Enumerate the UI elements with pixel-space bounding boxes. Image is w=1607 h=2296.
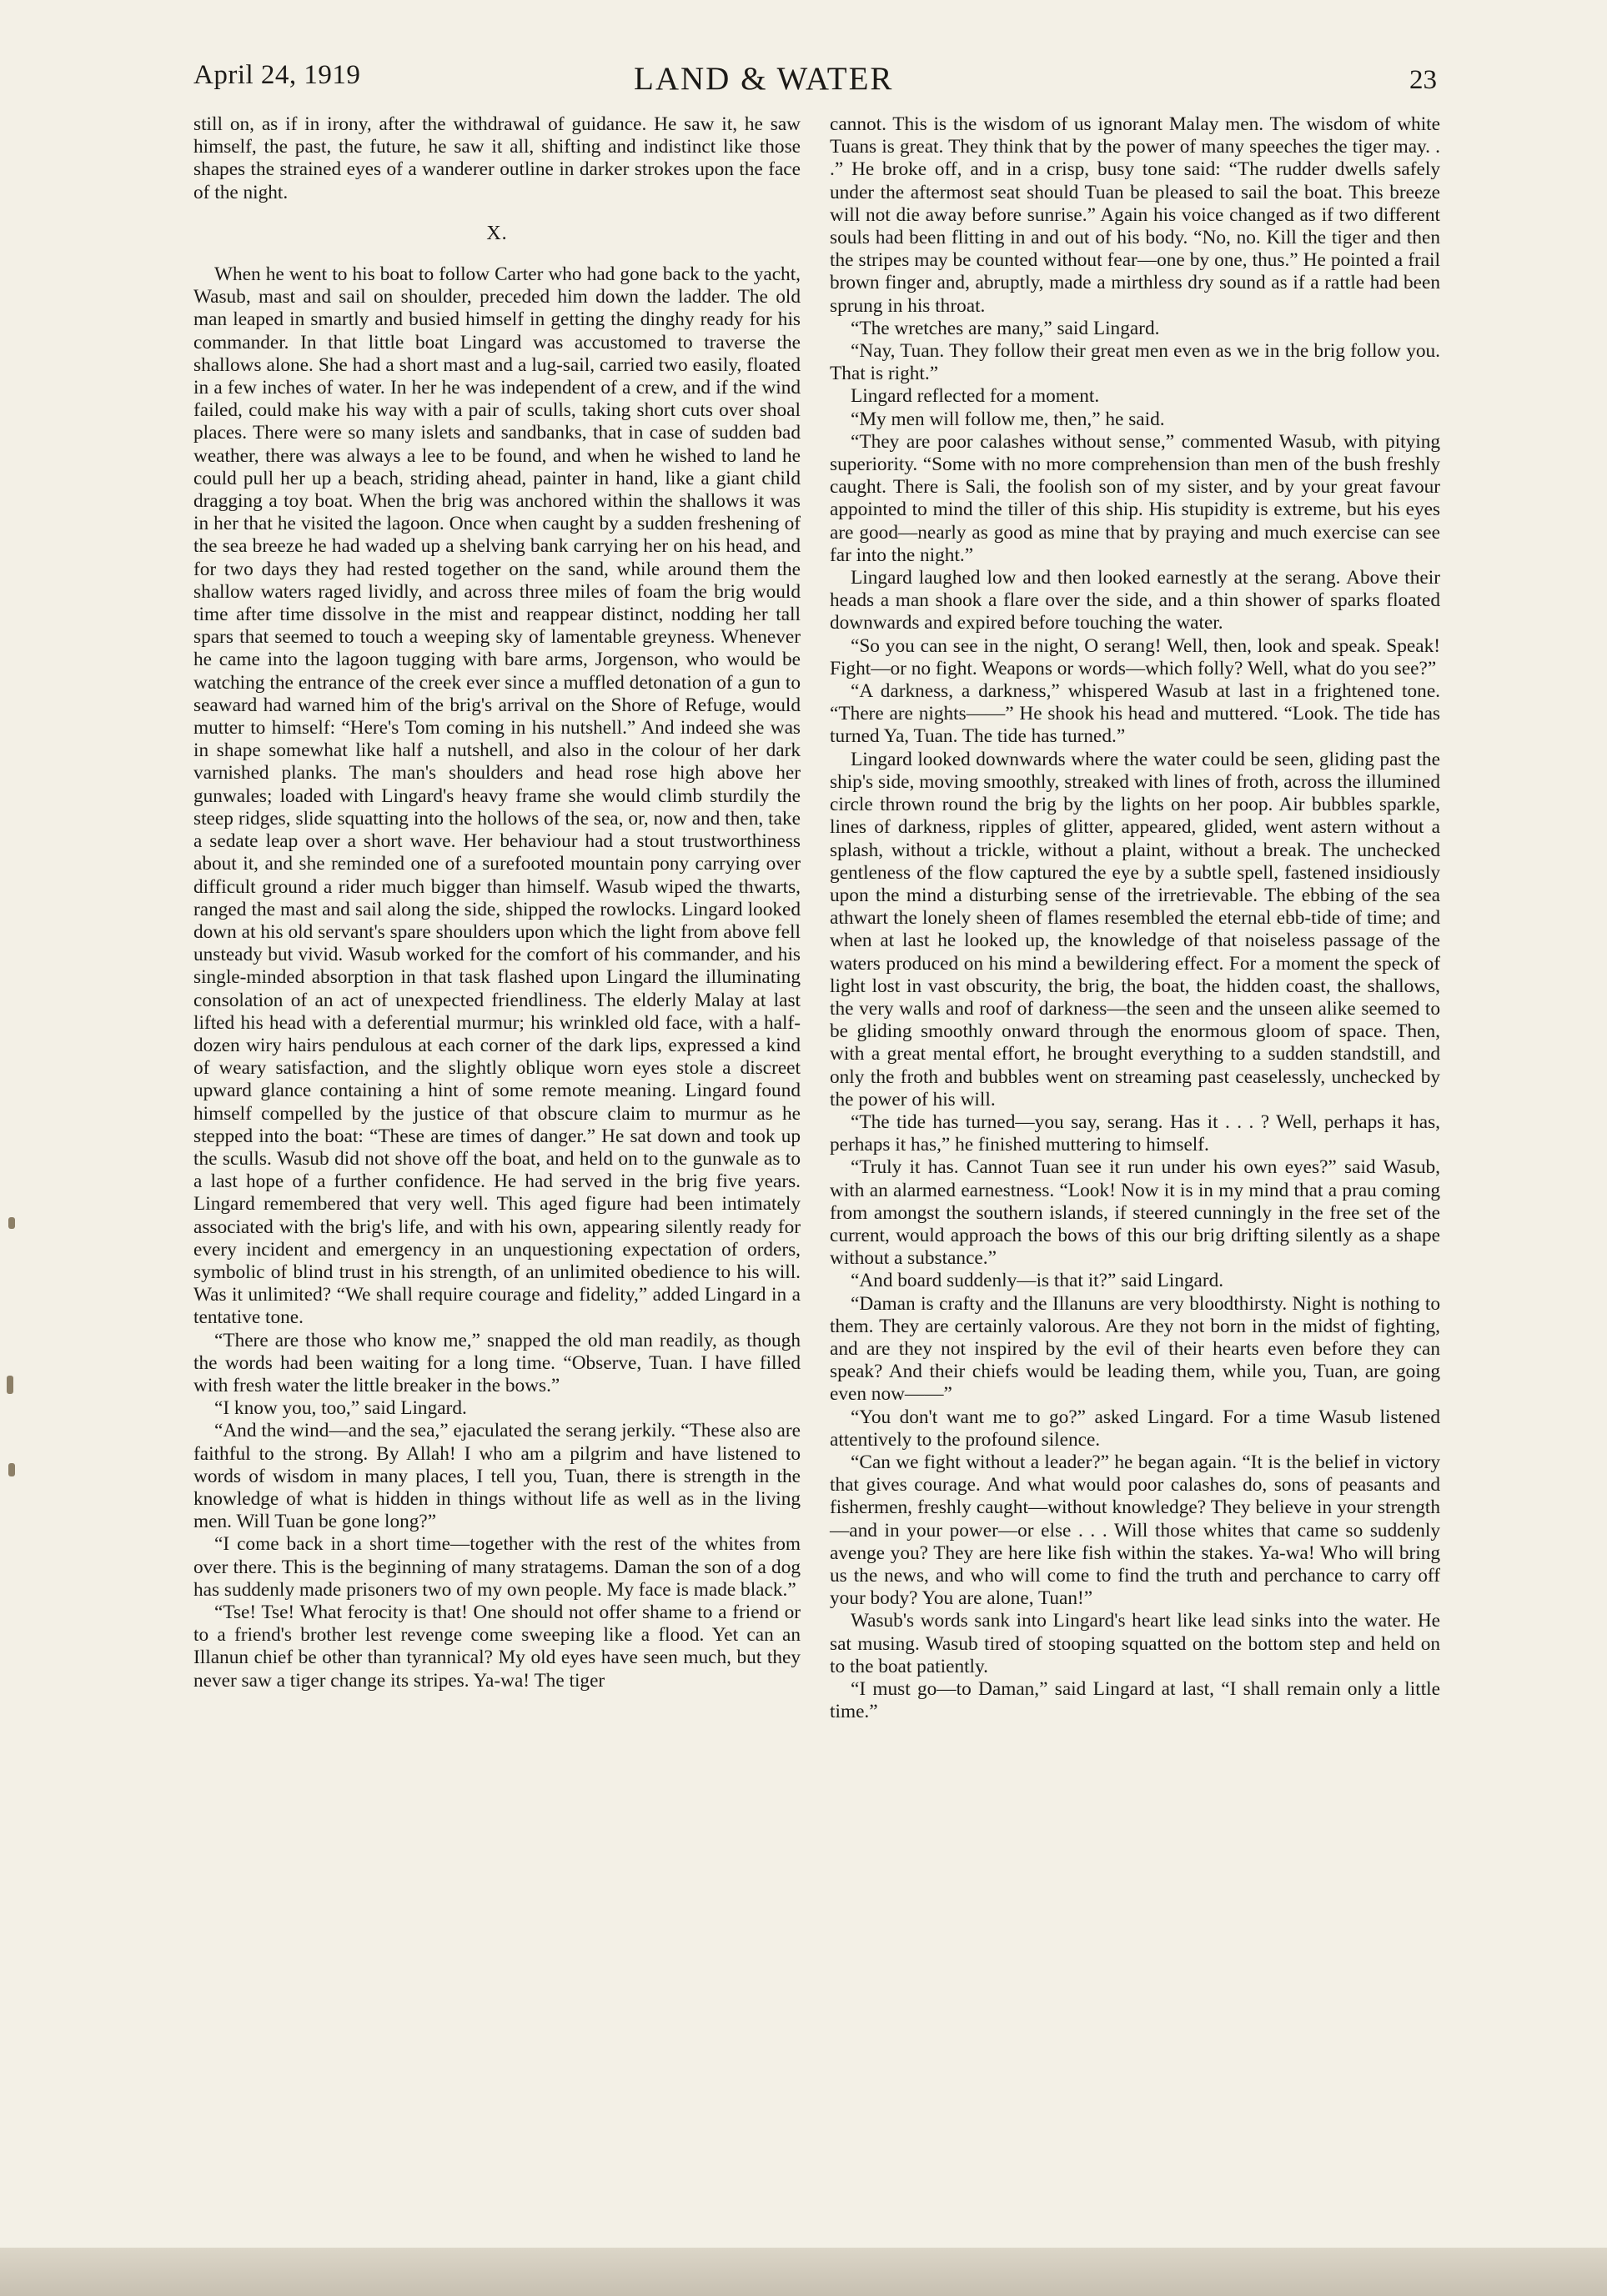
paragraph: “My men will follow me, then,” he said. [851,408,1165,430]
paragraph: “Nay, Tuan. They follow their great men even as we in the brig follow you. That is right.” [830,340,1440,385]
right-column [830,113,1440,1723]
left-column [193,113,801,1692]
paragraph: “I know you, too,” said Lingard. [214,1397,467,1420]
opening-paragraph: still on, as if in irony, after the withdrawal of guidance. He saw it, he saw himself, the past, the future, he saw it all, shifting and indistinct like those shapes the strained eyes of a wanderer outline in darker strokes upon the face of the night. [193,113,801,203]
paragraph: “And the wind—and the sea,” ejaculated the serang jerkily. “These also are faithful to the strong. By Allah! I who am a pilgrim and have listened to words of wisdom in many places, I tell you, Tuan, there is strength in the knowledge of what is hidden in things without life as well as in the living men. Will Tuan be gone long?” [193,1420,801,1533]
paragraph: “Can we fight without a leader?” he began again. “It is the belief in victory that gives courage. And what would poor calashes do, sons of peasants and fishermen, freshly caught—without knowledge? They believe in your strength—and in your power—or else . . . Will those whites that came so suddenly avenge you? They are here like fish within the stakes. Ya-wa! Who will bring us the news, and who will come to find the truth and perchance to carry off your body? You are alone, Tuan!” [830,1451,1440,1610]
paragraph: “Daman is crafty and the Illanuns are very bloodthirsty. Night is nothing to them. They are certainly valorous. Are they not born in the midst of fighting, and are they not inspired by the evil of their hearts even before they can speak? And their chiefs would be leading them, while you, Tuan, are going even now——” [830,1292,1440,1406]
binding-stain [8,1463,15,1476]
paragraph: “There are those who know me,” snapped the old man readily, as though the words had been waiting for a long time. “Observe, Tuan. I have filled with fresh water the little breaker in the bows.” [193,1329,801,1396]
paragraph: “So you can see in the night, O serang! Well, then, look and speak. Speak! Fight—or no fight. Weapons or words—which folly? Well, what do you see?” [830,634,1440,679]
paragraph: Lingard laughed low and then looked earnestly at the serang. Above their heads a man shook a flare over the side, and a thin shower of sparks floated downwards and expired before touching the water. [830,567,1440,634]
paragraph: Lingard reflected for a moment. [851,385,1100,408]
paragraph: “And board suddenly—is that it?” said Lingard. [851,1270,1224,1292]
page-bottom-edge [0,2248,1607,2296]
continued-paragraph: cannot. This is the wisdom of us ignorant Malay men. The wisdom of white Tuans is great. They think that by the power of many speeches the tiger may. . .” He broke off, and in a crisp, busy tone said: “The rudder dwells safely under the aftermost seat should Tuan be pleased to sail the boat. This breeze will not die away before sunrise.” Again his voice changed as if two different souls had been flitting in and out of his body. “No, no. Kill the tiger and then the stripes may be counted without fear—one by one, thus.” He pointed a frail brown finger and, abruptly, made a mirthless dry sound as if a rattle had been sprung in his throat. [830,113,1440,317]
paragraph: “A darkness, a darkness,” whispered Wasub at last in a frightened tone. “There are nights——” He shook his head and muttered. “Look. The tide has turned Ya, Tuan. The tide has turned.” [830,680,1440,748]
binding-stain [8,1217,15,1229]
paragraph: “I must go—to Daman,” said Lingard at last, “I shall remain only a little time.” [830,1678,1440,1723]
paragraph: “The tide has turned—you say, serang. Has it . . . ? Well, perhaps it has, perhaps it has,” he finished muttering to himself. [830,1110,1440,1156]
paragraph: Wasub's words sank into Lingard's heart like lead sinks into the water. He sat musing. Wasub tired of stooping squatted on the bottom step and held on to the boat patiently. [830,1610,1440,1677]
paragraph: “Truly it has. Cannot Tuan see it run under his own eyes?” said Wasub, with an alarmed earnestness. “Look! Now it is in my mind that a prau coming from amongst the southern islands, if steered cunningly in the free set of the current, would approach the bows of this our brig drifting silently as a shape without a substance.” [830,1156,1440,1270]
publication-title: LAND & WATER [634,61,894,97]
binding-stain [7,1376,13,1394]
paragraph: “Tse! Tse! What ferocity is that! One should not offer shame to a friend or to a friend's brother lest revenge come sweeping like a flood. Yet can an Illanun chief be other than tyrannical? My old eyes have seen much, but they never saw a tiger change its stripes. Ya-wa! The tiger [193,1602,801,1692]
paragraph: “You don't want me to go?” asked Lingard. For a time Wasub listened attentively to the profound silence. [830,1406,1440,1451]
paragraph: “The wretches are many,” said Lingard. [851,317,1160,339]
page-number: 23 [1409,65,1437,95]
paragraph: When he went to his boat to follow Carter who had gone back to the yacht, Wasub, mast and sail on shoulder, preceded him down the ladder. The old man leaped in smartly and busied himself in getting the dinghy ready for his commander. In that little boat Lingard was accustomed to traverse the shallows alone. She had a short mast and a lug-sail, carried two easily, floated in a few inches of water. In her he was independent of a crew, and if the wind failed, could make his way with a pair of sculls, taking short cuts over shoal places. There were so many islets and sandbanks, that in case of sudden bad weather, there was always a lee to be found, and when he wished to land he could pull her up a beach, striding ahead, painter in hand, like a giant child dragging a toy boat. When the brig was anchored within the shallows it was in her that he visited the lagoon. Once when caught by a sudden freshening of the sea breeze he had waded up a shelving bank carrying her on his head, and for two days they had rested together on the sand, while around them the shallow waters raged lividly, and across three miles of foam the brig would time after time dissolve in the mist and reappear distinct, nodding her tall spars that seemed to touch a weeping sky of lamentable greyness. Whenever he came into the lagoon tugging with bare arms, Jorgenson, who would be watching the entrance of the creek ever since a muffled detonation of a gun to seaward had warned him of the brig's arrival on the Shore of Refuge, would mutter to himself: “Here's Tom coming in his nutshell.” And indeed she was in shape somewhat like half a nutshell, and also in the colour of her dark varnished planks. The man's shoulders and head rose high above her gunwales; loaded with Lingard's heavy frame she would climb sturdily the steep ridges, slide squatting into the hollows of the sea, or, now and then, take a sedate leap over a short wave. Her behaviour had a stout trustworthiness about it, and she reminded one of a surefooted mountain pony carrying over difficult ground a rider much bigger than himself. Wasub wiped the thwarts, ranged the mast and sail along the side, shipped the rowlocks. Lingard looked down at his old servant's spare shoulders upon which the light from above fell unsteady but vivid. Wasub worked for the comfort of his commander, and his single-minded absorption in that task flashed upon Lingard the illuminating consolation of an act of unexpected friendliness. The elderly Malay at last lifted his head with a deferential murmur; his wrinkled old face, with a half-dozen wiry hairs pendulous at each corner of the dark lips, expressed a kind of weary satisfaction, and the slightly oblique worn eyes stole a discreet upward glance containing a hint of some remote meaning. Lingard found himself compelled by the justice of that obscure claim to murmur as he stepped into the boat: “These are times of danger.” He sat down and took up the sculls. Wasub did not shove off the boat, and held on to the gunwale as to a last hope of a further confidence. He had served in the brig five years. Lingard remembered that very well. This aged figure had been intimately associated with the brig's life, and with his own, appearing silently ready for every incident and emergency in an unquestioning expectation of orders, symbolic of blind trust in his strength, of an unlimited obedience to his will. Was it unlimited? “We shall require courage and fidelity,” added Lingard in a tentative tone. [193,263,801,1329]
issue-date: April 24, 1919 [193,60,361,90]
paragraph: “They are poor calashes without sense,” commented Wasub, with pitying superiority. “Some with no more comprehension than men of the bush freshly caught. There is Sali, the foolish son of my sister, and by your great favour appointed to mind the tiller of this ship. His stupidity is extreme, but his eyes are good—nearly as good as mine that by praying and much exercise can see far into the night.” [830,430,1440,566]
section-number: X. [486,222,508,244]
paragraph: Lingard looked downwards where the water could be seen, gliding past the ship's side, moving smoothly, streaked with lines of froth, across the illumined circle thrown round the brig by the lights on her poop. Air bubbles sparkle, lines of darkness, ripples of glitter, appeared, glided, went astern without a splash, without a trickle, without a plaint, without a break. The unchecked gentleness of the flow captured the eye by a subtle spell, fastened insidiously upon the mind a disturbing sense of the irretrievable. The ebbing of the sea athwart the lonely sheen of flames resembled the eternal ebb-tide of time; and when at last he looked up, the knowledge of that noiseless passage of the waters produced on his mind a bewildering effect. For a moment the speck of light lost in vast obscurity, the brig, the boat, the hidden coast, the shallows, the very walls and roof of darkness—the seen and the unseen alike seemed to be gliding smoothly onward through the enormous gloom of space. Then, with a great mental effort, he brought everything to a sudden standstill, and only the froth and bubbles went on streaming past ceaselessly, unchecked by the power of his will. [830,748,1440,1110]
paragraph: “I come back in a short time—together with the rest of the whites from over there. This is the beginning of many stratagems. Daman the son of a dog has suddenly made prisoners two of my own people. My face is made black.” [193,1533,801,1601]
